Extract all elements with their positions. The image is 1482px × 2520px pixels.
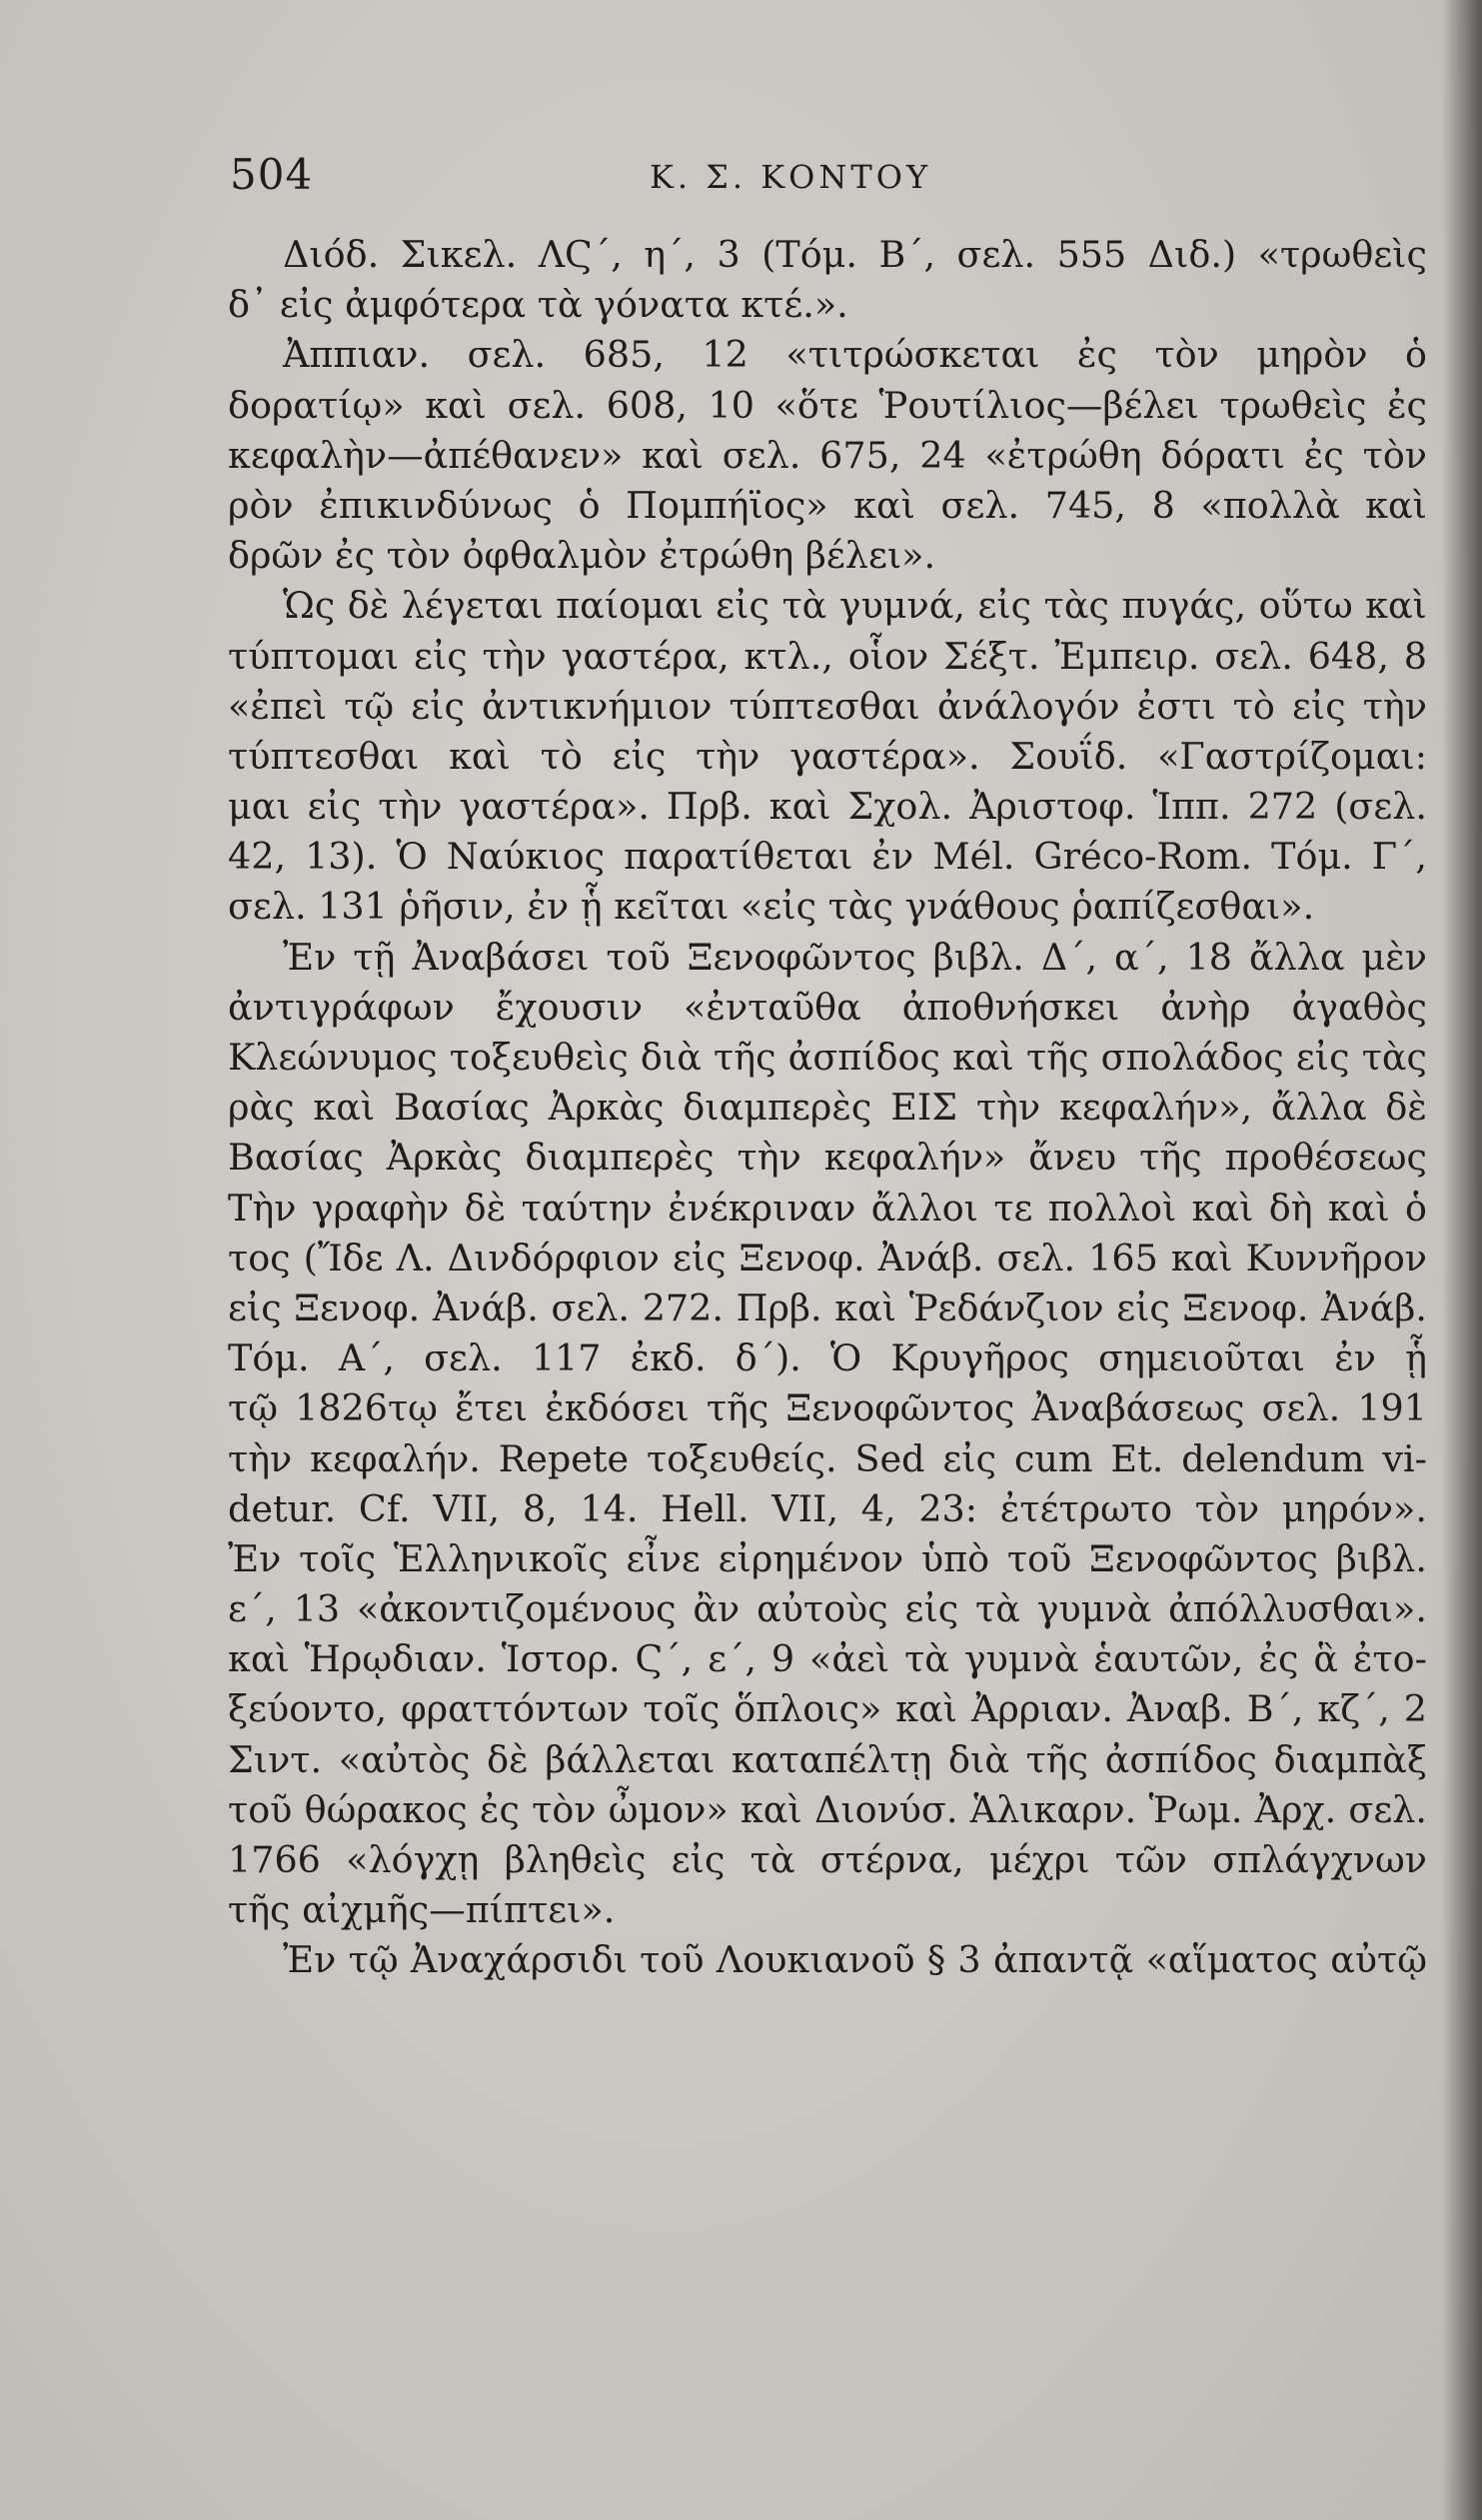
text-line: Ἐν τῷ Ἀναχάρσιδι τοῦ Λουκιανοῦ § 3 ἀπαντᾷ «αἵματος αὐτῷ [283,1938,1427,1982]
text-line: Σιντ. «αὐτὸς δὲ βάλλεται καταπέλτῃ διὰ τῆς ἀσπίδος διαμπὰξ [228,1737,1427,1781]
text-line: εἰς Ξενοφ. Ἀνάβ. σελ. 272. Πρβ. καὶ Ῥεδάνζιον εἰς Ξενοφ. Ἀνάβ. [228,1285,1427,1329]
text-line: δορατίῳ» καὶ σελ. 608, 10 «ὅτε Ῥουτίλιος—βέλει τρωθεὶς ἐς [228,383,1427,427]
page-header [230,150,1449,210]
text-line: detur. Cf. VII, 8, 14. Hell. VII, 4, 23: ἐτέτρωτο τὸν μηρόν». [228,1486,1427,1530]
text-line: ἀντιγράφων ἔχουσιν «ἐνταῦθα ἀποθνήσκει ἀνὴρ ἀγαθὸς [228,985,1427,1029]
text-line: τῷ 1826τῳ ἔτει ἐκδόσει τῆς Ξενοφῶντος Ἀναβάσεως σελ. 191 [228,1386,1427,1430]
text-line: τῆς αἰχμῆς—πίπτει». [228,1888,616,1932]
text-line: Κλεώνυμος τοξευθεὶς διὰ τῆς ἀσπίδος καὶ τῆς σπολάδος εἰς τὰς [228,1036,1427,1079]
text-line: Ἐν τῇ Ἀναβάσει τοῦ Ξενοφῶντος βιβλ. Δ΄, α΄, 18 ἄλλα μὲν [283,935,1427,979]
text-line: Διόδ. Σικελ. ΛϚ΄, η΄, 3 (Τόμ. Β΄, σελ. 555 Διδ.) «τρωθεὶς [283,233,1427,276]
running-head: Κ. Σ. ΚΟΝΤΟΥ [650,158,932,196]
text-line: τος (Ἴδε Λ. Δινδόρφιον εἰς Ξενοφ. Ἀνάβ. σελ. 165 καὶ Κυννῆρον [228,1236,1427,1279]
text-line: ξεύοντο, φραττόντων τοῖς ὅπλοις» καὶ Ἀρριαν. Ἀναβ. Β΄, κζ΄, 2 [228,1687,1427,1731]
text-line: κεφαλὴν—ἀπέθανεν» καὶ σελ. 675, 24 «ἐτρώθη δόρατι ἐς τὸν [228,433,1427,477]
text-line: τύπτεσθαι καὶ τὸ εἰς τὴν γαστέρα». Σουΐδ. «Γαστρίζομαι: [228,734,1427,778]
text-line: 1766 «λόγχῃ βληθεὶς εἰς τὰ στέρνα, μέχρι τῶν σπλάγχνων [228,1838,1427,1881]
text-line: Ἀππιαν. σελ. 685, 12 «τιτρώσκεται ἐς τὸν μηρὸν ὁ [283,333,1427,377]
text-line: τοῦ θώρακος ἐς τὸν ὦμον» καὶ Διονύσ. Ἁλικαρν. Ῥωμ. Ἀρχ. σελ. [228,1787,1427,1831]
text-line: 42, 13). Ὁ Ναύκιος παρατίθεται ἐν Mél. Gréco-Rom. Τόμ. Γ΄, [228,835,1427,879]
text-line: Τὴν γραφὴν δὲ ταύτην ἐνέκριναν ἄλλοι τε πολλοὶ καὶ δὴ καὶ ὁ [228,1186,1427,1230]
page-number: 504 [230,150,314,199]
text-line: Βασίας Ἀρκὰς διαμπερὲς τὴν κεφαλήν» ἄνευ τῆς προθέσεως [228,1136,1427,1180]
body-text [228,230,1427,1986]
text-line: σελ. 131 ῥῆσιν, ἐν ᾗ κεῖται «εἰς τὰς γνάθους ῥαπίζεσθαι». [228,885,1315,929]
text-line: τύπτομαι εἰς τὴν γαστέρα, κτλ., οἷον Σέξτ. Ἐμπειρ. σελ. 648, 8 [228,634,1427,678]
text-line: Τόμ. Α΄, σελ. 117 ἐκδ. δ΄). Ὁ Κρυγῆρος σημειοῦται ἐν ᾗ [228,1336,1427,1380]
text-line: ρὰς καὶ Βασίας Ἀρκὰς διαμπερὲς ΕΙΣ τὴν κεφαλήν», ἄλλα δὲ [228,1086,1427,1130]
text-line: μαι εἰς τὴν γαστέρα». Πρβ. καὶ Σχολ. Ἀριστοφ. Ἱππ. 272 (σελ. [228,785,1427,829]
text-line: «ἐπεὶ τῷ εἰς ἀντικνήμιον τύπτεσθαι ἀνάλογόν ἐστι τὸ εἰς τὴν [228,684,1427,728]
text-line: δ᾽ εἰς ἀμφότερα τὰ γόνατα κτέ.». [228,283,848,327]
page-edge-shadow [1442,0,1482,2520]
text-line: Ὡς δὲ λέγεται παίομαι εἰς τὰ γυμνά, εἰς τὰς πυγάς, οὕτω καὶ [283,584,1427,628]
text-line: τὴν κεφαλήν. Repete τοξευθείς. Sed εἰς cum Et. delendum vi- [228,1436,1427,1480]
text-line: ε΄, 13 «ἀκοντιζομένους ἂν αὐτοὺς εἰς τὰ γυμνὰ ἀπόλλυσθαι». [228,1587,1427,1631]
text-line: ρὸν ἐπικινδύνως ὁ Πομπήϊος» καὶ σελ. 745, 8 «πολλὰ καὶ [228,483,1427,527]
text-line: δρῶν ἐς τὸν ὀφθαλμὸν ἐτρώθη βέλει». [228,534,936,578]
text-line: καὶ Ἡρῳδιαν. Ἱστορ. Ϛ΄, ε΄, 9 «ἀεὶ τὰ γυμνὰ ἑαυτῶν, ἐς ἃ ἐτο- [228,1637,1427,1681]
text-line: Ἐν τοῖς Ἑλληνικοῖς εἶνε εἰρημένον ὑπὸ τοῦ Ξενοφῶντος βιβλ. [228,1536,1427,1580]
